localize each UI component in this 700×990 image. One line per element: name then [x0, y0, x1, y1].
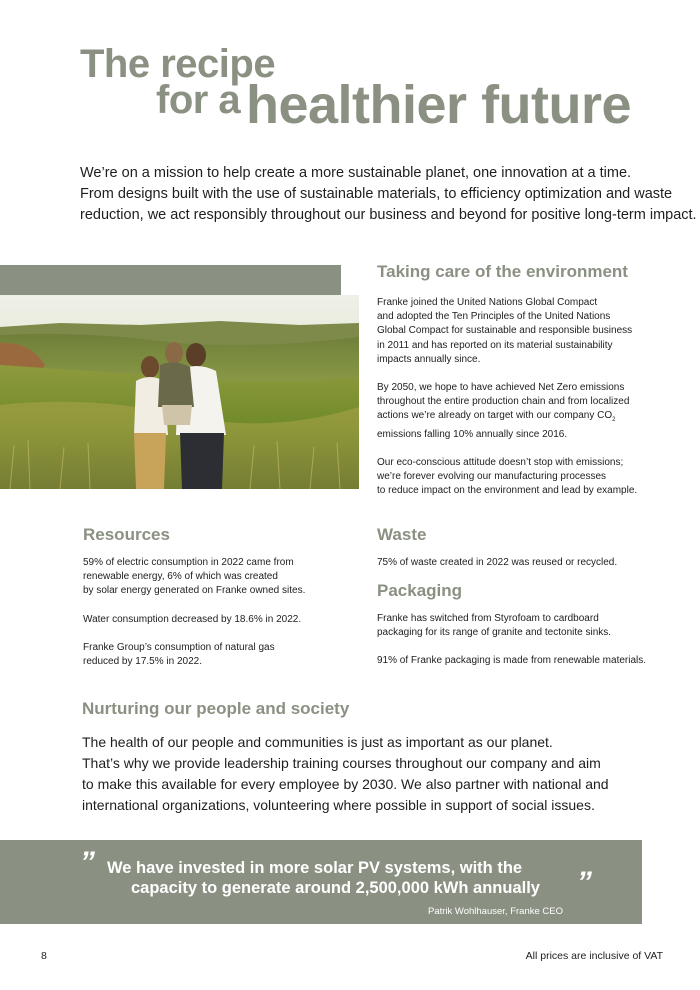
people-heading: Nurturing our people and society	[82, 699, 350, 718]
text-line: 75% of waste created in 2022 was reused or recycled.	[377, 557, 618, 568]
co2-subscript: 2	[612, 417, 616, 424]
packaging-para1	[377, 612, 646, 640]
quote-author: Patrik Wohlhauser, Franke CEO	[428, 906, 563, 917]
environment-para1	[377, 296, 637, 367]
page-title-line1: The recipe	[80, 42, 276, 86]
page-title-line2-large: healthier future	[246, 75, 632, 135]
quote-open-mark: ”	[80, 846, 95, 879]
text-line: Franke joined the United Nations Global Compact	[377, 297, 598, 308]
text-line: renewable energy, 6% of which was created	[83, 571, 278, 583]
intro-line: reduction, we act responsibly throughout our business and beyond for positive long-term impact.	[80, 207, 697, 223]
text-line: to reduce impact on the environment and lead by example.	[377, 485, 638, 497]
resources-heading: Resources	[83, 525, 170, 544]
page-title-line2-small: for a	[156, 78, 241, 122]
text-line: in 2011 and has reported on its material sustainability	[377, 339, 613, 351]
text-line: impacts annually since.	[377, 353, 481, 365]
people-paragraph	[82, 732, 642, 816]
quote-close-mark: ”	[577, 866, 592, 899]
people-line: to make this available for every employee by 2030. We also partner with national and	[82, 776, 609, 792]
text-line: packaging for its range of granite and tectonite sinks.	[377, 627, 612, 639]
quote-line2: capacity to generate around 2,500,000 kWh annually	[131, 879, 540, 897]
people-line: international organizations, volunteering where possible in support of social issues.	[82, 797, 595, 813]
waste-text	[377, 556, 617, 570]
text-line: actions we’re already on target with our company CO	[377, 410, 613, 422]
text-line: 91% of Franke packaging is made from renewable materials.	[377, 655, 647, 667]
footer-note: All prices are inclusive of VAT	[525, 950, 663, 962]
environment-para2	[377, 381, 637, 442]
waste-para1	[377, 556, 617, 570]
text-line: emissions falling 10% annually since 2016.	[377, 428, 568, 440]
photo-accent-bar	[0, 265, 341, 295]
text-line: Global Compact for sustainable and responsible business	[377, 325, 633, 337]
environment-para3	[377, 456, 637, 499]
packaging-text	[377, 612, 646, 669]
packaging-para2	[377, 654, 646, 668]
resources-para3	[83, 641, 305, 669]
text-line: and adopted the Ten Principles of the United Nations	[377, 311, 611, 323]
environment-text	[377, 296, 637, 498]
intro-paragraph	[80, 163, 697, 226]
people-line: That’s why we provide leadership training courses throughout our company and aim	[82, 755, 601, 771]
resources-para1	[83, 556, 305, 599]
text-line: By 2050, we hope to have achieved Net Zero emissions	[377, 382, 625, 394]
text-line: throughout the entire production chain and from localized	[377, 396, 630, 408]
intro-line: From designs built with the use of sustainable materials, to efficiency optimization and waste	[80, 186, 673, 202]
people-line: The health of our people and communities is just as important as our planet.	[82, 734, 553, 750]
text-line: reduced by 17.5% in 2022.	[83, 656, 202, 668]
text-line: Water consumption decreased by 18.6% in 2022.	[83, 613, 302, 625]
packaging-heading: Packaging	[377, 581, 463, 600]
text-line: 59% of electric consumption in 2022 came from	[83, 557, 294, 568]
page-number: 8	[41, 950, 47, 962]
text-line: Franke has switched from Styrofoam to cardboard	[377, 613, 599, 624]
environment-heading: Taking care of the environment	[377, 262, 628, 281]
resources-text	[83, 556, 305, 669]
text-line: Our eco-conscious attitude doesn’t stop with emissions;	[377, 456, 624, 468]
resources-para2	[83, 613, 305, 627]
family-field-photo	[0, 295, 359, 489]
waste-heading: Waste	[377, 525, 427, 544]
text-line: Franke Group’s consumption of natural gas	[83, 641, 275, 653]
quote-line1: We have invested in more solar PV systems, with the	[107, 859, 523, 877]
text-line: we’re forever evolving our manufacturing processes	[377, 471, 606, 483]
text-line: by solar energy generated on Franke owned sites.	[83, 585, 306, 597]
intro-line: We’re on a mission to help create a more sustainable planet, one innovation at a time.	[80, 165, 632, 181]
